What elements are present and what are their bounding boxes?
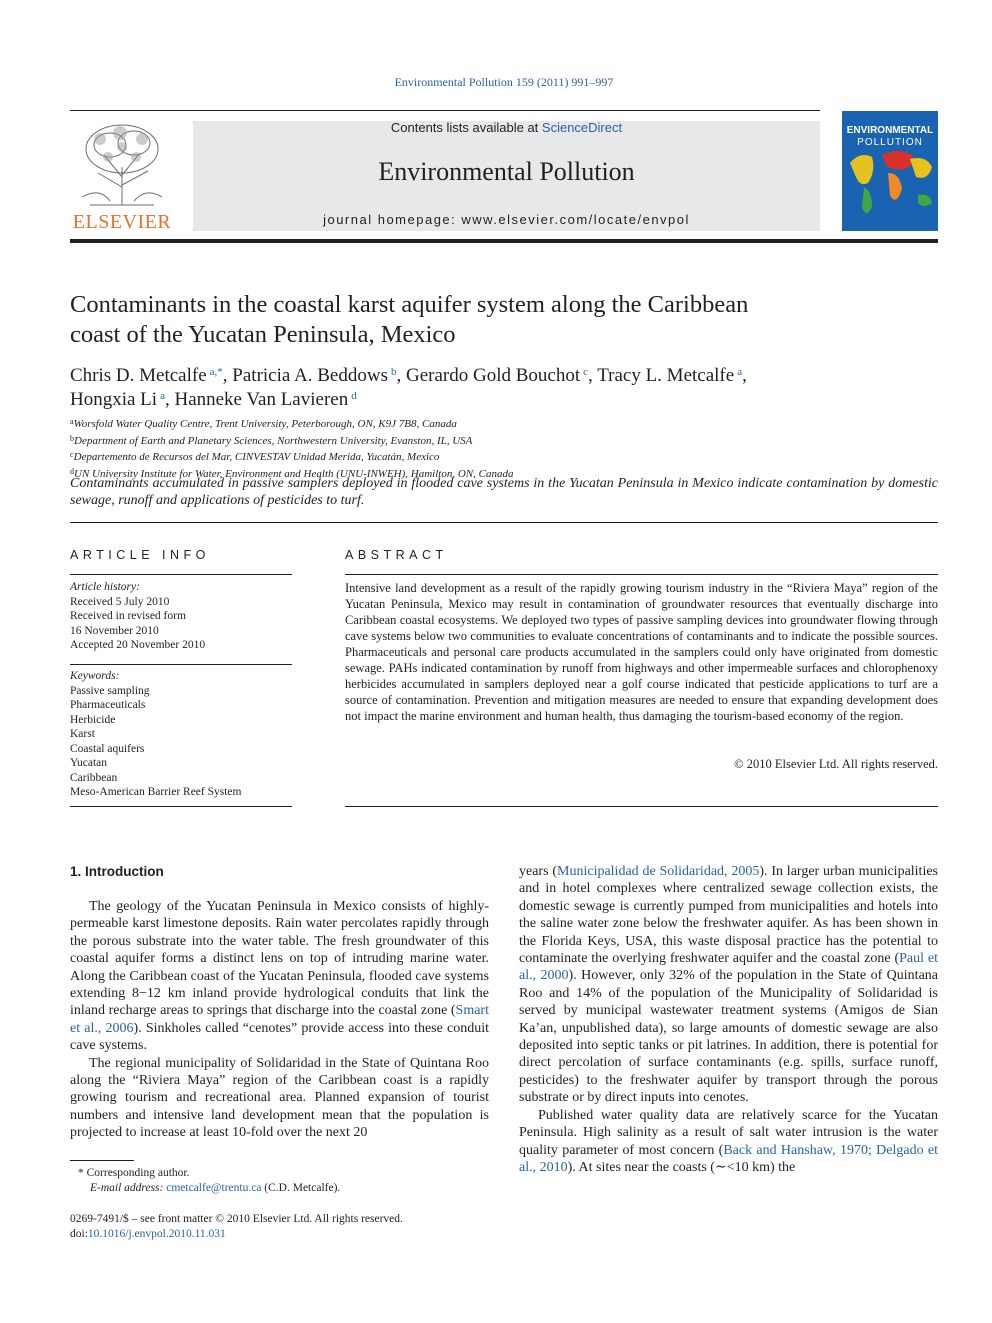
corresponding-author: * Corresponding author. <box>78 1167 190 1179</box>
author-affil-mark[interactable]: d <box>351 390 357 402</box>
author-separator: , <box>164 389 175 410</box>
affiliation-text: Departemento de Recursos del Mar, CINVESTAV Unidad Merida, Yucatán, Mexico <box>73 451 440 463</box>
header-thick-rule <box>70 239 938 243</box>
author-name: Hongxia Li <box>70 389 158 410</box>
intro-paragraph-2: The regional municipality of Solidaridad in the State of Quintana Roo along the “Riviera Maya” region of the Caribbean coast is a rapidly growing tourism and recreational area. Planned expansion of tourist numbers and intensive land development mean that the population is projected to increase at least 10-fold over the next 20 <box>70 1055 489 1141</box>
paragraph-text: Published water quality data are relatively scarce for the Yucatan Peninsula. High salinity as a result of salt water intrusion is the water quality parameter of most concern ( <box>519 1107 938 1158</box>
author-line-1 <box>70 362 930 386</box>
author-separator: , <box>222 365 233 386</box>
article-highlight: Contaminants accumulated in passive samplers deployed in flooded cave systems in the Yucatan Peninsula in Mexico indicate contamination by domestic sewage, runoff and applications of pesticides to turf. <box>70 476 938 508</box>
doi-label: doi: <box>70 1228 88 1240</box>
affiliation <box>70 448 938 465</box>
title-line-2: coast of the Yucatan Peninsula, Mexico <box>70 321 456 348</box>
affiliation-mark: c <box>70 450 74 459</box>
journal-homepage[interactable]: journal homepage: www.elsevier.com/locate/envpol <box>323 212 690 227</box>
keyword: Coastal aquifers <box>70 742 145 755</box>
keywords <box>70 669 292 800</box>
issn-block <box>70 1212 490 1242</box>
elsevier-wordmark: ELSEVIER <box>72 211 172 233</box>
paragraph-text: ). At sites near the coasts (∼<10 km) the <box>567 1159 796 1175</box>
intro-paragraph-1 <box>70 898 489 1055</box>
abstract-bottom-rule <box>345 806 938 807</box>
journal-citation[interactable]: Environmental Pollution 159 (2011) 991–997 <box>394 75 614 89</box>
keyword: Pharmaceuticals <box>70 699 146 711</box>
journal-name: Environmental Pollution <box>378 157 635 186</box>
author-name: Hanneke Van Lavieren <box>174 389 349 410</box>
reference-link[interactable]: Municipalidad de Solidaridad, 2005 <box>557 864 760 879</box>
affiliation-text: UN University Institute for Water, Environment and Health (UNU-INWEH), Hamilton, ON, Canada <box>74 467 514 480</box>
reference-link[interactable]: Back and Hanshaw, 1970; Delgado et al., 2010 <box>519 1142 939 1175</box>
author-affil-mark[interactable]: a <box>160 390 165 402</box>
email-label: E-mail address: <box>90 1182 167 1194</box>
title-line-1: Contaminants in the coastal karst aquifer system along the Caribbean <box>70 291 749 318</box>
contents-prefix: Contents lists available at <box>390 120 542 135</box>
author-affil-mark[interactable]: a,* <box>209 366 223 378</box>
footnote-rule <box>70 1160 134 1161</box>
issn-line: 0269-7491/$ – see front matter © 2010 Elsevier Ltd. All rights reserved. <box>70 1213 403 1225</box>
affiliation <box>70 415 938 432</box>
paragraph-text: ). However, only 32% of the population in the State of Quintana Roo and 14% of the population of the Municipality of Solidaridad is served by municipal wastewater treatment systems (Amigos de Sian Ka’an, unpublished data), so large amounts of domestic sewage are also deposited into septic tanks or pit latrines. In addition, there is potential for direct percolation of surface contaminants (e.g. spills, surface runoff, pesticides) to the freshwater aquifer by transport through the porous substrate or by direct inputs into cenotes. <box>519 968 938 1106</box>
article-info-rule <box>70 574 292 575</box>
affiliation-text: Worsfold Water Quality Centre, Trent University, Peterborough, ON, K9J 7B8, Canada <box>73 418 457 430</box>
reference-link[interactable]: Paul et al., 2000 <box>519 951 939 984</box>
history-item: Received 5 July 2010 <box>70 595 170 608</box>
author-affil-mark[interactable]: a <box>737 366 743 378</box>
author-affil-mark[interactable]: c <box>583 366 589 378</box>
intro-paragraph-2-cont <box>519 863 938 1107</box>
article-title <box>70 290 870 350</box>
keyword: Meso-American Barrier Reef System <box>70 786 242 798</box>
keyword: Passive sampling <box>70 684 150 697</box>
history-item: Accepted 20 November 2010 <box>70 639 206 651</box>
keyword: Herbicide <box>70 713 116 726</box>
affiliations <box>70 415 938 481</box>
keyword: Karst <box>70 728 95 740</box>
history-item: Received in revised form <box>70 610 186 622</box>
author-name: Gerardo Gold Bouchot <box>405 365 581 386</box>
author-list <box>70 362 930 410</box>
intro-paragraph-3 <box>519 1107 938 1177</box>
author-separator: , <box>588 365 598 386</box>
email-line <box>70 1181 490 1196</box>
author-name: Chris D. Metcalfe <box>70 365 207 386</box>
article-info-bottom-rule <box>70 806 292 807</box>
cover-title <box>842 125 938 149</box>
keywords-label: Keywords: <box>70 670 120 682</box>
introduction-heading: 1. Introduction <box>70 864 164 879</box>
email-link[interactable]: cmetcalfe@trentu.ca <box>166 1182 262 1194</box>
reference-link[interactable]: Smart et al., 2006 <box>70 1003 489 1036</box>
cover-title-line1: ENVIRONMENTAL <box>846 125 934 136</box>
affiliation-mark: b <box>70 433 74 443</box>
affiliation-mark: a <box>70 417 74 426</box>
article-info-heading: ARTICLE INFO <box>70 548 210 562</box>
right-column <box>519 863 938 1176</box>
author-separator: , <box>396 365 406 386</box>
paragraph-text: years ( <box>519 864 558 879</box>
left-column <box>70 898 489 1142</box>
abstract-rule <box>345 574 938 575</box>
author-name: Tracy L. Metcalfe <box>597 365 735 386</box>
affiliation-text: Department of Earth and Planetary Sciences, Northwestern University, Evanston, IL, USA <box>74 434 473 447</box>
abstract-copyright: © 2010 Elsevier Ltd. All rights reserved. <box>734 757 938 771</box>
abstract-text: Intensive land development as a result of the rapidly growing tourism industry in the “Riviera Maya” region of the Yucatan Peninsula, Mexico may result in contamination of groundwater resources that eventually discharge into Caribbean coastal ecosystems. We deployed two types of passive sampling devices into groundwater flowing through cave systems below two communities to evaluate concentrations of contaminants and to indicate the possible sources. Pharmaceuticals and personal care products accumulated in the samplers could only have originated from domestic sewage. PAHs indicated contamination by runoff from highways and other impermeable surfaces and chlorophenoxy herbicides accumulated in samplers deployed near a golf course indicated that pesticide applications to turf are a source of contamination. Prevention and mitigation measures are needed to ensure that expanding development does not impact the marine environment and human health, thus damaging the tourism-based economy of the region. <box>345 581 938 723</box>
affiliation <box>70 432 938 449</box>
paragraph-text: ). Sinkholes called “cenotes” provide access into these conduit cave systems. <box>70 1020 489 1054</box>
keyword: Yucatan <box>70 757 108 769</box>
history-item: 16 November 2010 <box>70 624 159 637</box>
author-affil-mark[interactable]: b <box>390 366 397 378</box>
footnote <box>70 1166 490 1196</box>
author-name: Patricia A. Beddows <box>232 365 388 386</box>
keywords-rule <box>70 664 292 665</box>
keyword: Caribbean <box>70 771 118 784</box>
author-line-2 <box>70 386 930 410</box>
history-label: Article history: <box>70 581 140 593</box>
paragraph-text: ). In larger urban municipalities and in hotel complexes where centralized sewage collection exists, the domestic sewage is currently pumped from municipalities and hotels into the saline water zone below the freshwater aquifer. As has been shown in the Florida Keys, USA, this waste disposal practice has the potential to contaminate the overlying freshwater aquifer and the coastal zone ( <box>519 864 938 967</box>
author-separator: , <box>742 365 747 386</box>
doi-line <box>70 1227 490 1242</box>
email-suffix: (C.D. Metcalfe). <box>261 1182 341 1194</box>
contents-line <box>193 120 820 135</box>
affiliation-mark: d <box>70 466 74 476</box>
header-rule <box>70 110 820 111</box>
paragraph-text: The geology of the Yucatan Peninsula in Mexico consists of highly-permeable karst limestone deposits. Rain water percolates rapidly through the porous substrate into the water table. The fresh groundwater of this coastal aquifer forms a distinct lens on top of intruding marine water. Along the Caribbean coast of the Yucatan Peninsula, flooded cave systems extending 8−12 km inland provide hydrological conduits that link the inland recharge areas to springs that discharge into the coastal zone ( <box>70 899 489 1019</box>
cover-title-line2: POLLUTION <box>857 137 923 148</box>
article-history <box>70 580 292 653</box>
sciencedirect-link[interactable]: ScienceDirect <box>541 120 623 135</box>
doi-link[interactable]: 10.1016/j.envpol.2010.11.031 <box>87 1228 226 1240</box>
abstract-heading: ABSTRACT <box>345 548 448 562</box>
section-rule <box>70 522 938 523</box>
